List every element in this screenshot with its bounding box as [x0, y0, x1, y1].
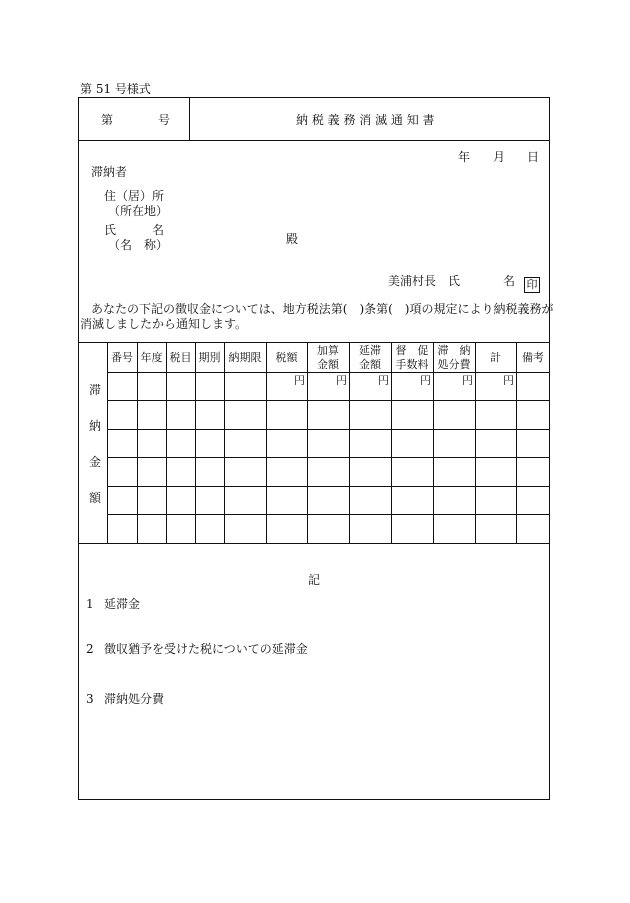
notes-heading: 記: [308, 573, 321, 587]
yen-unit: 円: [378, 374, 389, 387]
yen-unit: 円: [462, 374, 473, 387]
name-label: 氏 名: [104, 223, 165, 237]
header-late-fee-line2: 金額: [359, 358, 381, 371]
header-number-suffix: 号: [158, 113, 171, 127]
header-remarks: 備考: [522, 350, 544, 364]
form-number: 第 51 号様式: [80, 82, 151, 96]
header-tax-item: 税目: [169, 350, 192, 364]
table-col-line: [195, 342, 196, 543]
seal-mark: 印: [524, 277, 540, 293]
seal-icon: [524, 273, 540, 293]
header-disposal-fee-line1: 滞 納: [437, 344, 471, 357]
table-col-line: [224, 342, 225, 543]
table-col-line: [166, 342, 167, 543]
date-year: 年: [458, 150, 471, 164]
header-additional-line1: 加算: [317, 344, 339, 357]
note-2-text: 徴収猶予を受けた税についての延滞金: [104, 642, 308, 656]
side-label-char: 納: [88, 419, 101, 433]
header-tax-amount: 税額: [275, 350, 298, 364]
table-header-bottom-line: [107, 372, 550, 373]
table-col-line: [516, 342, 517, 543]
header-total: 計: [490, 350, 501, 364]
note-1-text: 延滞金: [104, 597, 141, 611]
document-title: 納 税 義 務 消 滅 通 知 書: [296, 113, 435, 127]
address-sub-label: （所在地）: [108, 204, 169, 218]
note-3-number: 3: [86, 692, 94, 706]
yen-unit: 円: [420, 374, 431, 387]
table-col-line: [137, 342, 138, 543]
header-bottom-line: [78, 140, 550, 141]
header-additional-line2: 金額: [317, 358, 339, 371]
header-year: 年度: [140, 350, 163, 364]
header-demand-fee-line2: 手数料: [395, 358, 429, 371]
name-sub-label: （名 称）: [108, 238, 169, 252]
header-number: 番号: [111, 350, 133, 364]
header-disposal-fee-line2: 処分費: [437, 358, 471, 371]
issuer-title: 美浦村長 氏: [388, 274, 461, 288]
date-day: 日: [527, 150, 540, 164]
table-col-line: [475, 342, 476, 543]
yen-unit: 円: [336, 374, 347, 387]
table-row-line: [107, 400, 550, 401]
table-row-line: [107, 486, 550, 487]
table-row-line: [107, 514, 550, 515]
address-label: 住（居）所: [104, 189, 165, 203]
header-period: 期別: [198, 350, 221, 364]
body-line-1: あなたの下記の徴収金については、地方税法第( )条第( )項の規定により納税義務が: [91, 302, 554, 316]
side-label-char: 金: [88, 455, 101, 469]
yen-unit: 円: [503, 374, 514, 387]
table-bottom-line: [78, 543, 550, 544]
side-label-char: 滞: [88, 383, 101, 397]
table-col-line: [266, 342, 267, 543]
table-col-line: [107, 342, 108, 543]
table-col-line: [307, 342, 308, 543]
header-demand-fee-line1: 督 促: [395, 344, 429, 357]
header-due-date: 納期限: [228, 350, 262, 364]
honorific: 殿: [286, 232, 299, 246]
note-1-number: 1: [86, 597, 94, 611]
date-month: 月: [493, 150, 506, 164]
table-col-line: [433, 342, 434, 543]
note-3-text: 滞納処分費: [104, 692, 165, 706]
note-2-number: 2: [86, 642, 94, 656]
issuer-name-suffix: 名: [503, 274, 516, 288]
table-row-line: [107, 457, 550, 458]
table-col-line: [349, 342, 350, 543]
header-number-prefix: 第: [101, 113, 114, 127]
recipient-label: 滞納者: [91, 165, 128, 179]
table-col-line: [391, 342, 392, 543]
header-late-fee-line1: 延滞: [359, 344, 381, 357]
table-row-line: [107, 429, 550, 430]
yen-unit: 円: [294, 374, 305, 387]
side-label-char: 額: [88, 491, 101, 505]
header-divider: [189, 97, 190, 140]
body-line-2: 消滅しましたから通知します。: [80, 317, 248, 331]
